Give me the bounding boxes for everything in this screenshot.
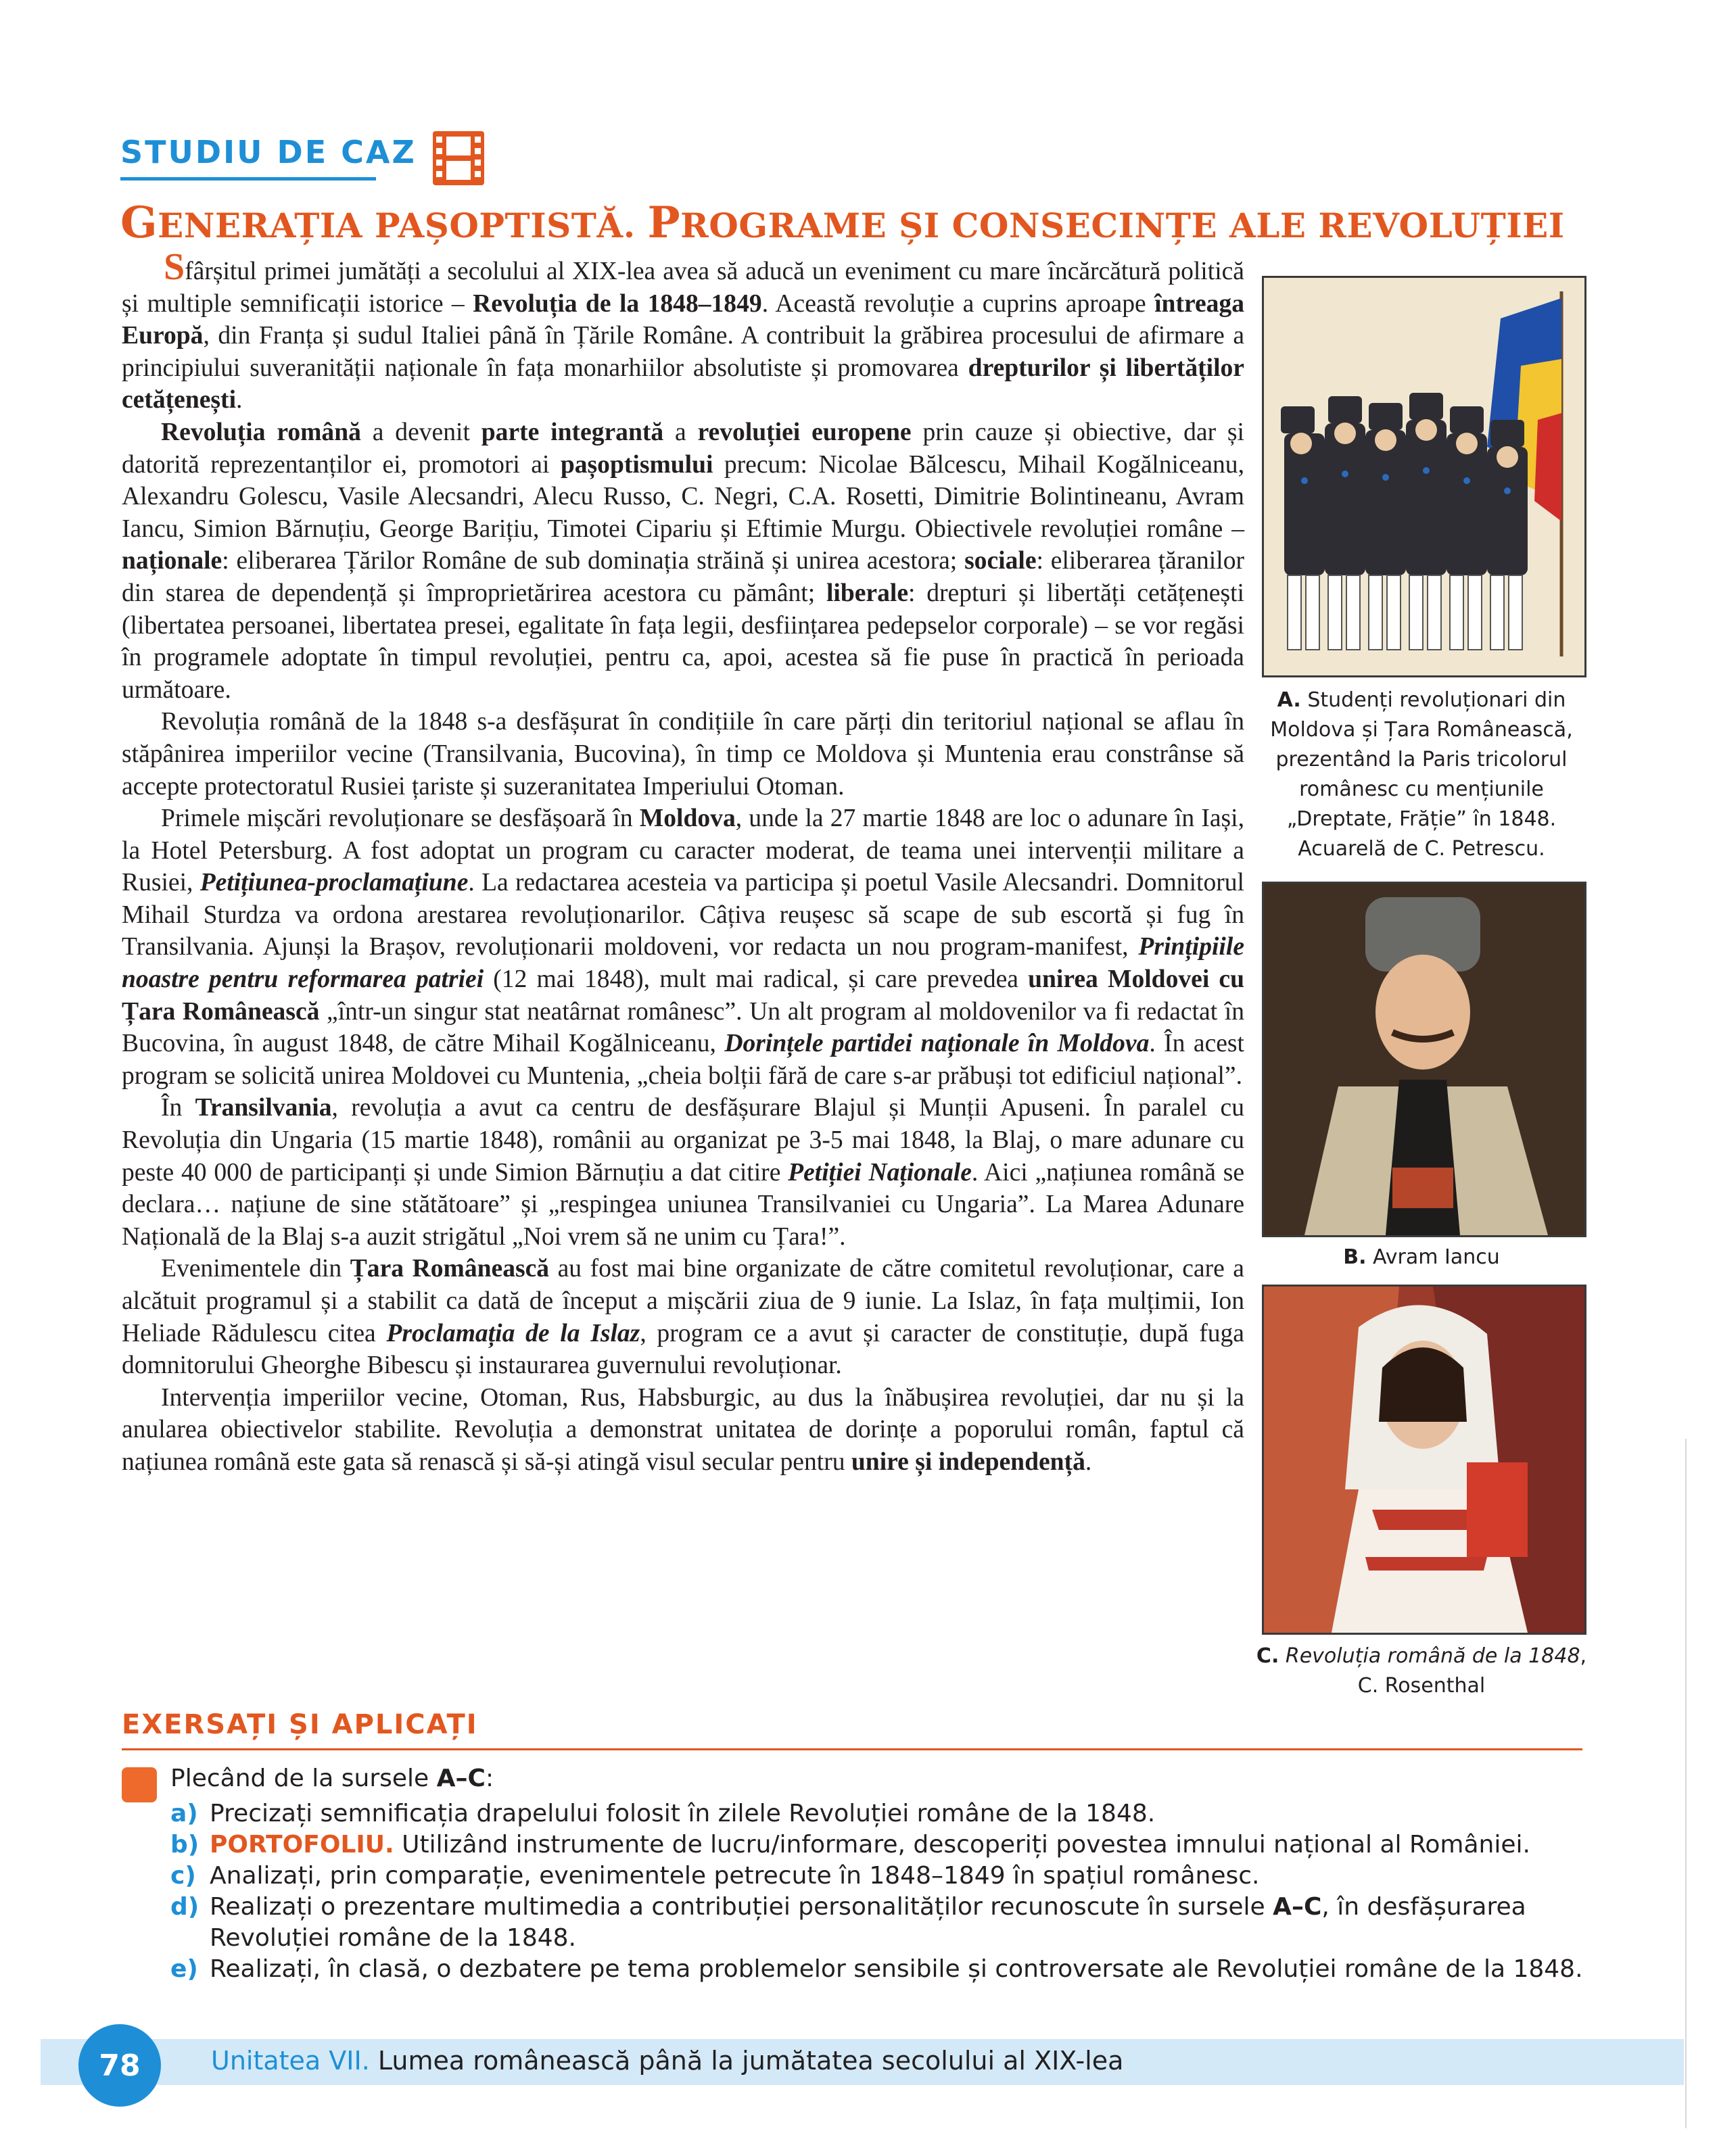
page-number: 78 xyxy=(78,2024,161,2107)
caption-c: C. Revoluția română de la 1848, C. Rosenthal xyxy=(1256,1644,1587,1698)
portrait-illustration xyxy=(1264,884,1584,1235)
paragraph-2: Revoluția română a devenit parte integrantă a revoluției europene prin cauze și obiective, dar și datorită reprezentanților ei, promotori ai pașoptismului precum: Nicolae Bălcescu, Mihail Kogălniceanu, Alexandru Golescu, Vasile Alecsandri, Alecu Russo, C. Negri, C.A. Rosetti, Dimitrie Bolintineanu, Avram Iancu, Simion Bărnuțiu, George Barițiu, Timotei Cipariu și Eftimie Murgu. Obiectivele revoluției române – naționale: eliberarea Țărilor Române de sub dominația străină și unirea acestora; sociale: eliberarea țăranilor din starea de dependență și împroprietărirea acestora cu pământ; liberale: drepturi și libertăți cetățenești (libertatea persoanei, libertatea presei, egalitate în fața legii, desființarea pedepselor corporale) – se vor regăsi în programele adoptate în timpul revoluției, pentru ca, apoi, acestea să fie puse în practică în perioada următoare. xyxy=(122,418,1244,704)
margin-rule xyxy=(1685,1439,1687,2128)
students-illustration xyxy=(1264,278,1584,675)
drop-cap: S xyxy=(164,246,185,288)
footer-unit-title: Unitatea VII. Lumea românească până la jumătatea secolului al XIX-lea xyxy=(211,2046,1124,2076)
paragraph-3: Revoluția română de la 1848 s-a desfășurat în condițiile în care părți din teritoriul național se aflau în stăpânirea imperiilor vecine (Transilvania, Bucovina), în timp ce Moldova și Muntenia erau constrânse să accepte protectoratul Rusiei țariste și suzeranitatea Imperiului Otoman. xyxy=(122,708,1244,800)
paragraph-5: În Transilvania, revoluția a avut ca centru de desfășurare Blajul și Munții Apuseni. În paralel cu Revoluția din Ungaria (15 martie 1848), românii au organizat pe 3-5 mai 1848, la Blaj, o mare adunare cu peste 40 000 de participanți și unde Simion Bărnuțiu a dat citire Petiției Naționale. Aici „națiunea română se declara… națiune de sine stătătoare” și „respingea uniunea Transilvaniei cu Ungaria”. La Marea Adunare Națională de la Blaj s-a auzit strigătul „Noi vrem să ne unim cu Țara!”. xyxy=(122,1094,1244,1251)
paragraph-7: Intervenția imperiilor vecine, Otoman, Rus, Habsburgic, au dus la înăbușirea revoluției, dar nu și la anularea obiectivelor stabilite. Revoluția a demonstrat unitatea de dorințe a poporului român, faptul că națiunea română este gata să renască și să-și atingă visul secular pentru unire și independență. xyxy=(122,1383,1244,1476)
exercise-item-d: d) Realizați o prezentare multimedia a contribuției personalităților recunoscute în sursele A–C, în desfășurarea Revoluției române de la 1848. xyxy=(170,1893,1526,1952)
case-study-label: STUDIU DE CAZ xyxy=(120,134,417,170)
figure-a-students-with-flag xyxy=(1262,276,1586,677)
exercises-title: EXERSAȚI ȘI APLICAȚI xyxy=(122,1709,478,1740)
paragraph-6: Evenimentele din Țara Românească au fost mai bine organizate de către comitetul revoluționar, care a alcătuit programul și a stabilit ca dată de început a mișcării ziua de 9 iunie. La Islaz, în fața mulțimii, Ion Heliade Rădulescu citea Proclamația de la Islaz, program ce a avut și caracter de constituție, după fuga domnitorului Gheorghe Bibescu și instaurarea guvernului revoluționar. xyxy=(122,1255,1244,1380)
painting-illustration xyxy=(1264,1287,1584,1633)
figure-c-revolutionary-romania xyxy=(1262,1285,1586,1635)
film-icon xyxy=(431,130,486,187)
exercise-item-e: e) Realizați, în clasă, o dezbatere pe tema problemelor sensibile și controversate ale Revoluției române de la 1848. xyxy=(170,1955,1583,1983)
page-title: GENERAȚIA PAȘOPTISTĂ. PROGRAME ȘI CONSECINȚE ALE REVOLUȚIEI xyxy=(120,197,1565,248)
paragraph-4: Primele mișcări revoluționare se desfășoară în Moldova, unde la 27 martie 1848 are loc o adunare în Iași, la Hotel Petersburg. A fost adoptat un program cu caracter moderat, de teama unei intervenții militare a Rusiei, Petițiunea-proclamațiune. La redactarea acesteia va participa și poetul Vasile Alecsandri. Domnitorul Mihail Sturdza va ordona arestarea revoluționarilor. Câțiva reușesc să scape de sub escortă și fug în Transilvania. Ajunși la Brașov, revoluționarii moldoveni, vor redacta un nou program-manifest, Prințipiile noastre pentru reformarea patriei (12 mai 1848), mult mai radical, și care prevedea unirea Moldovei cu Țara Românească „într-un singur stat neatârnat românesc”. Un alt program al moldovenilor va fi redactat în Bucovina, în august 1848, de către Mihail Kogălniceanu, Dorințele partidei naționale în Moldova. În acest program se solicită unirea Moldovei cu Muntenia, „cheia bolții fără de care s-ar prăbuși tot edificiul național”. xyxy=(122,805,1245,1090)
article-body xyxy=(122,246,1245,1479)
exercise-item-c: c) Analizați, prin comparație, evenimentele petrecute în 1848–1849 în spațiul românesc. xyxy=(170,1862,1260,1890)
exercise-item-a: a) Precizați semnificația drapelului folosit în zilele Revoluției române de la 1848. xyxy=(170,1800,1156,1827)
caption-b: B. Avram Iancu xyxy=(1343,1245,1500,1269)
paragraph-1: Sfârșitul primei jumătăți a secolului al XIX-lea avea să aducă un eveniment cu mare încărcătură politică și multiple semnificații istorice – Revoluția de la 1848–1849. Această revoluție a cuprins aproape întreaga Europă, din Franța și sudul Italiei până în Țările Române. A contribuit la grăbirea procesului de afirmare a principiului suveranității naționale în fața monarhiilor absolutiste și promovarea drepturilor și libertăților cetățenești. xyxy=(122,246,1245,414)
caption-a: A. Studenți revoluționari din Moldova și Țara Românească, prezentând la Paris tricolorul românesc cu mențiunile „Dreptate, Frăție” în 1848. Acuarelă de C. Petrescu. xyxy=(1270,688,1573,861)
figure-b-avram-iancu xyxy=(1262,882,1586,1237)
exercises-intro: Plecând de la sursele A–C: xyxy=(170,1765,494,1792)
exercises-divider xyxy=(122,1748,1582,1750)
case-study-underline xyxy=(120,177,376,181)
exercise-item-b: b) PORTOFOLIU. Utilizând instrumente de lucru/informare, descoperiți povestea imnului național al României. xyxy=(170,1831,1530,1859)
exercise-icon xyxy=(122,1767,157,1802)
exercises-list xyxy=(170,1798,1584,1985)
